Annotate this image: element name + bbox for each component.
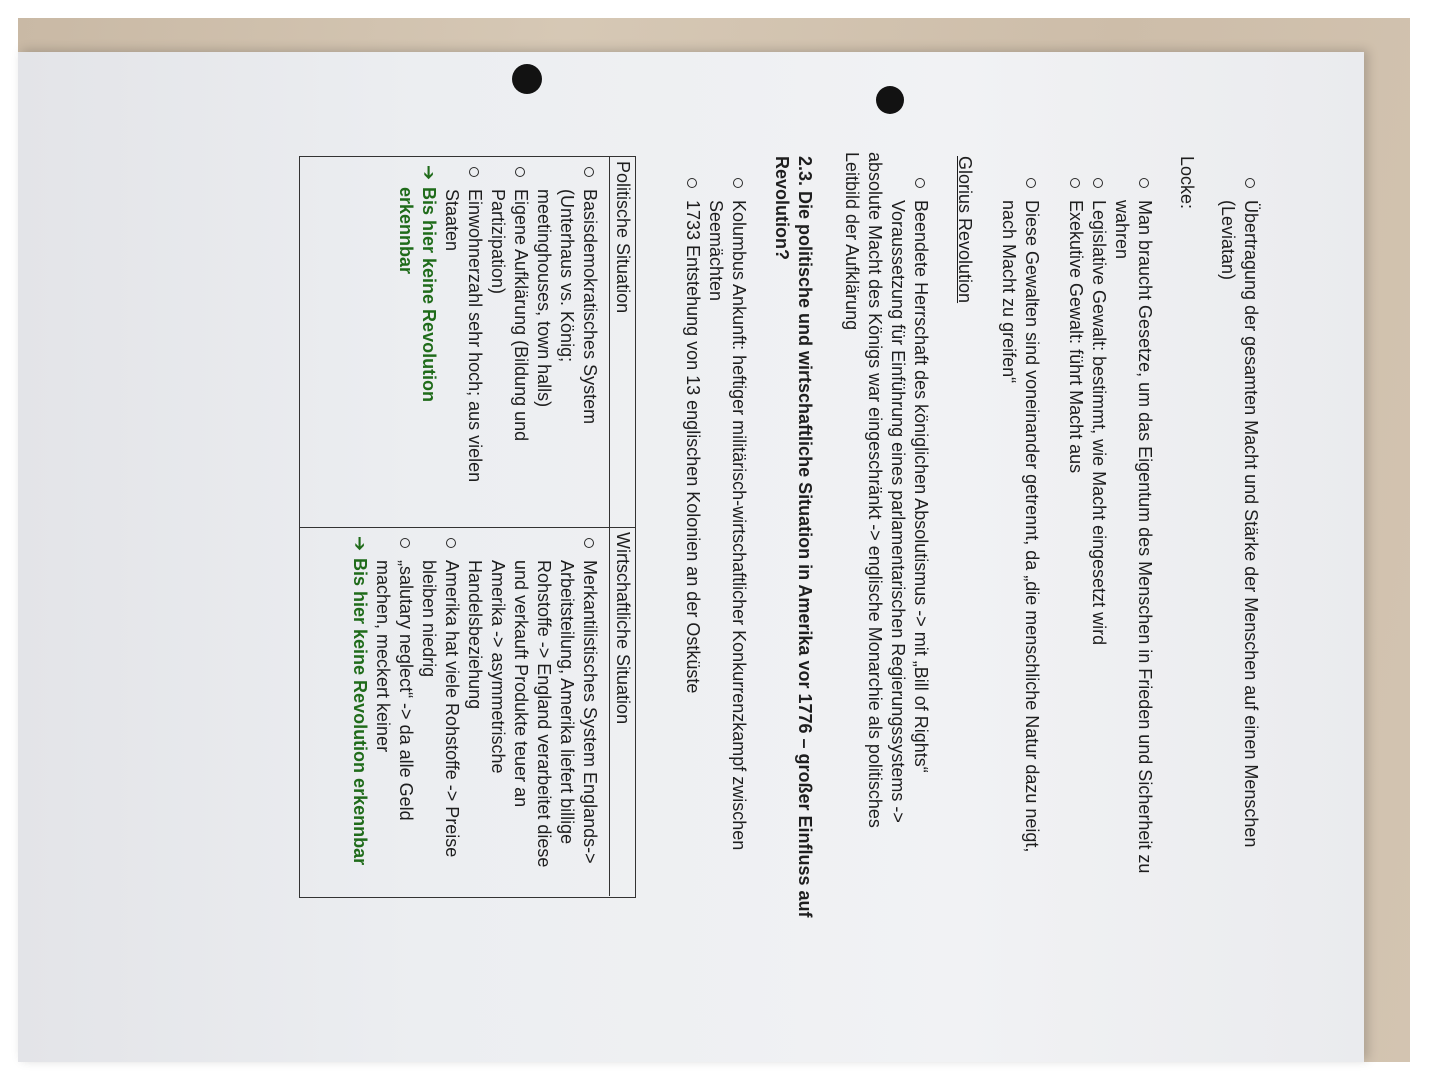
bullet-text: Einwohnerzahl sehr hoch; aus vielen (465, 189, 485, 483)
bullet-text: absolute Macht des Königs war eingeschränkt -> englische Monarchie als politisches (865, 152, 885, 828)
bullet-circle-icon (1093, 178, 1103, 188)
bullet-text: Merkantilistisches System Englands-> (580, 560, 600, 864)
bullet-text: Kolumbus Ankunft: heftiger militärisch-wirtschaftlicher Konkurrenzkampf zwischen (729, 200, 749, 851)
bullet-circle-icon (515, 167, 525, 177)
bullet-text: (Leviatan) (1218, 200, 1238, 281)
bullet-text: „salutary neglect“ -> da alle Geld (396, 560, 416, 821)
section-title: 2.3. Die politische und wirtschaftliche Situation in Amerika vor 1776 – großer Einfluss auf (795, 156, 815, 918)
bullet-circle-icon (1139, 178, 1149, 188)
bullet-circle-icon (1070, 178, 1080, 188)
bullet-text: machen, meckert keiner (373, 560, 393, 753)
bullet-text: Voraussetzung für Einführung eines parlamentarischen Regierungssystems -> (888, 200, 908, 823)
bullet-text: nach Macht zu greifen“ (999, 200, 1019, 384)
table-header-wirtschaftlich: Wirtschaftliche Situation (609, 528, 635, 896)
conclusion-text: erkennbar (396, 187, 416, 275)
locke-heading: Locke: (1177, 156, 1197, 210)
bullet-text: Handelsbeziehung (465, 560, 485, 710)
bullet-text: bleiben niedrig (419, 560, 439, 678)
conclusion-text: Bis hier keine Revolution erkennbar (350, 558, 370, 866)
bullet-text: Staaten (442, 189, 462, 252)
bullet-circle-icon (584, 167, 594, 177)
bullet-text: Amerika -> asymmetrische (488, 560, 508, 774)
bullet-circle-icon (469, 167, 479, 177)
bullet-text: wahren (1112, 200, 1132, 260)
bullet-circle-icon (446, 538, 456, 548)
bullet-text: Basisdemokratisches System (580, 189, 600, 425)
document-content (182, 152, 1262, 1036)
bullet-text: 1733 Entstehung von 13 englischen Kolonien an der Ostküste (683, 200, 703, 694)
bullet-circle-icon (1026, 178, 1036, 188)
glorious-heading: Glorius Revolution (955, 156, 975, 304)
bullet-text: Übertragung der gesamten Macht und Stärke der Menschen auf einen Menschen (1241, 200, 1261, 848)
bullet-circle-icon (584, 538, 594, 548)
bullet-text: Eigene Aufklärung (Bildung und (511, 189, 531, 442)
bullet-circle-icon (687, 178, 697, 188)
bullet-text: Partizipation) (488, 189, 508, 295)
bullet-text: Exekutive Gewalt: führt Macht aus (1066, 200, 1086, 474)
table-column-politisch (300, 157, 635, 528)
punch-hole (876, 86, 904, 114)
bullet-circle-icon (915, 178, 925, 188)
bullet-text: meetinghouses, town halls) (534, 189, 554, 408)
arrow-right-icon: ➔ (419, 165, 439, 181)
bullet-text: Beendete Herrschaft des königlichen Absolutismus -> mit „Bill of Rights“ (911, 200, 931, 773)
bullet-circle-icon (400, 538, 410, 548)
conclusion-text: Bis hier keine Revolution (419, 187, 439, 403)
situation-table (299, 156, 636, 898)
bullet-text: (Unterhaus vs. König; (557, 189, 577, 363)
bullet-text: Arbeitsteilung, Amerika liefert billige (557, 560, 577, 845)
bullet-text: Amerika hat viele Rohstoffe -> Preise (442, 560, 462, 858)
table-header-politisch: Politische Situation (609, 157, 635, 527)
section-title: Revolution? (772, 156, 792, 260)
bullet-text: Rohstoffe -> England verarbeitet diese (534, 560, 554, 868)
bullet-text: Legislative Gewalt: bestimmt, wie Macht eingesetzt wird (1089, 200, 1109, 646)
arrow-right-icon: ➔ (350, 536, 370, 552)
bullet-text: Seemächten (706, 200, 726, 302)
bullet-text: Diese Gewalten sind voneinander getrennt, da „die menschliche Natur dazu neigt, (1022, 200, 1042, 853)
bullet-circle-icon (733, 178, 743, 188)
bullet-text: Man braucht Gesetze, um das Eigentum des Menschen in Frieden und Sicherheit zu (1135, 200, 1155, 874)
bullet-circle-icon (1245, 178, 1255, 188)
punch-hole (512, 64, 542, 94)
table-column-wirtschaftlich (300, 528, 635, 896)
bullet-text: Leitbild der Aufklärung (842, 152, 862, 331)
bullet-text: und verkauft Produkte teuer an (511, 560, 531, 808)
